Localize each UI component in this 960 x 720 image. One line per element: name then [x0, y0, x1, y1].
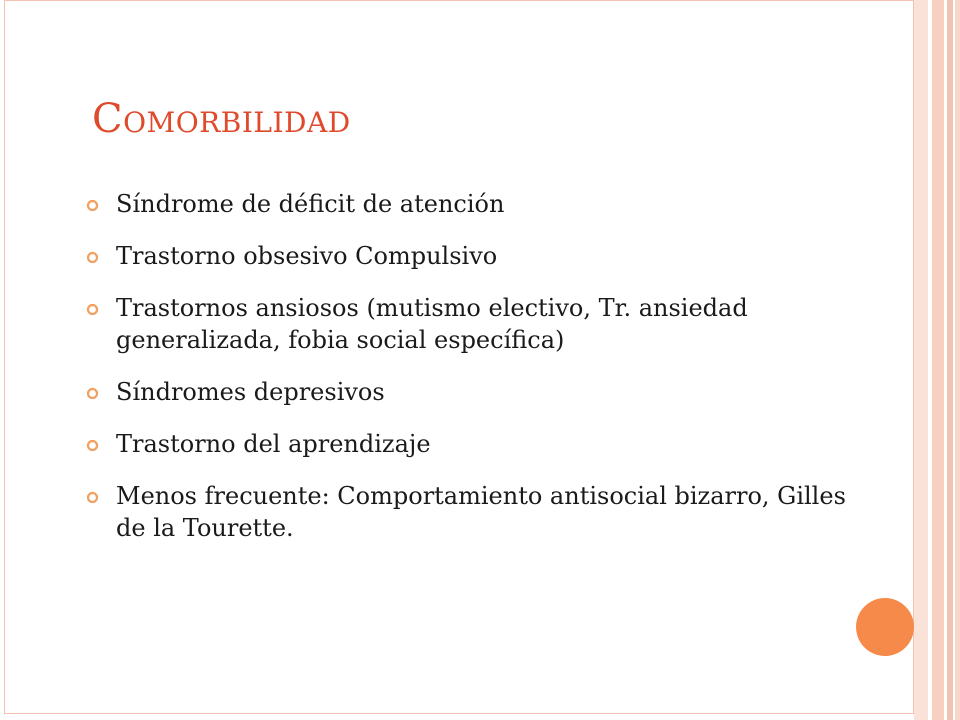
ring-bullet-icon: [86, 439, 99, 452]
bullet-text: Trastornos ansiosos (mutismo electivo, Tr. ansiedad generalizada, fobia social específica): [116, 294, 748, 354]
bullet-text: Trastorno obsesivo Compulsivo: [116, 242, 498, 270]
bullet-text: Síndromes depresivos: [116, 378, 385, 406]
decorative-stripes: [914, 0, 960, 720]
bullet-item: [86, 376, 876, 408]
slide-title: Comorbilidad: [92, 96, 351, 142]
stripe: [955, 0, 960, 720]
ring-bullet-icon: [86, 199, 99, 212]
bullet-item: [86, 188, 876, 220]
ring-bullet-icon: [86, 303, 99, 316]
bullet-item: [86, 428, 876, 460]
ring-bullet-icon: [86, 251, 99, 264]
bullet-text: Síndrome de déficit de atención: [116, 190, 505, 218]
bullet-list: [86, 188, 876, 564]
accent-circle: [856, 598, 914, 656]
ring-bullet-icon: [86, 387, 99, 400]
stripe: [932, 0, 944, 720]
bullet-text: Menos frecuente: Comportamiento antisocial bizarro, Gilles de la Tourette.: [116, 482, 846, 542]
bullet-item: [86, 292, 876, 356]
bullet-item: [86, 240, 876, 272]
bullet-text: Trastorno del aprendizaje: [116, 430, 431, 458]
stripe: [914, 0, 928, 720]
ring-bullet-icon: [86, 491, 99, 504]
bullet-item: [86, 480, 876, 544]
